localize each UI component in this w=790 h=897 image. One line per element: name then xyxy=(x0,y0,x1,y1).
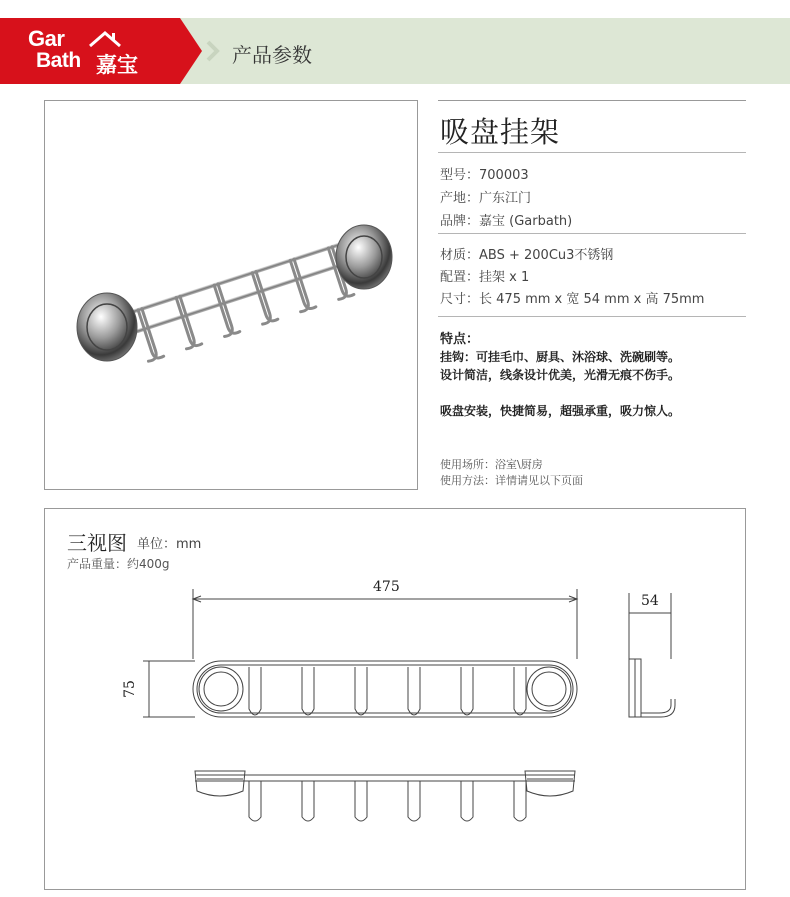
spec-value: 长 475 mm x 宽 54 mm x 高 75mm xyxy=(479,292,705,307)
spec-label: 配置： xyxy=(440,270,480,285)
spec-material xyxy=(440,244,613,263)
feature-item: 设计简洁，线条设计优美，光滑无痕不伤手。 xyxy=(440,368,681,382)
product-name: 吸盘挂架 xyxy=(440,115,561,149)
divider xyxy=(438,233,746,234)
product-image-frame xyxy=(44,100,418,490)
dimension-height: 75 xyxy=(121,680,138,698)
page-header xyxy=(0,18,790,84)
spec-label: 材质： xyxy=(440,248,480,263)
spec-config xyxy=(440,266,529,285)
chevron-right-icon xyxy=(206,40,220,62)
usage-place: 使用场所：浴室\厨房 xyxy=(440,458,543,471)
spec-value: 嘉宝 (Garbath) xyxy=(479,214,573,229)
spec-label: 品牌： xyxy=(440,214,480,229)
logo-text-cn: 嘉宝 xyxy=(96,53,138,77)
brand-logo xyxy=(0,18,180,84)
drawing-title: 三视图 xyxy=(67,531,127,555)
logo-text-bath: Bath xyxy=(36,49,81,72)
spec-label: 产地： xyxy=(440,191,480,206)
section-title: 产品参数 xyxy=(232,43,312,67)
spec-model xyxy=(440,164,529,183)
spec-value: ABS + 200Cu3不锈钢 xyxy=(479,248,614,263)
spec-size xyxy=(440,288,704,307)
spec-label: 尺寸： xyxy=(440,292,480,307)
divider xyxy=(438,100,746,101)
logo-text-gar: Gar xyxy=(28,26,65,51)
spec-origin xyxy=(440,187,531,206)
dimension-depth: 54 xyxy=(641,593,659,609)
house-roof-icon xyxy=(88,30,122,48)
spec-value: 广东江门 xyxy=(479,191,532,206)
spec-value: 挂架 x 1 xyxy=(479,270,530,285)
feature-item: 吸盘安装，快捷简易，超强承重，吸力惊人。 xyxy=(440,404,681,418)
product-weight: 产品重量：约400g xyxy=(67,557,170,571)
feature-item: 挂钩：可挂毛巾、厨具、沐浴球、洗碗刷等。 xyxy=(440,350,681,364)
product-photo xyxy=(45,101,417,489)
features-title: 特点： xyxy=(440,332,480,347)
spec-label: 型号： xyxy=(440,168,480,183)
spec-value: 700003 xyxy=(479,168,529,183)
divider xyxy=(438,152,746,153)
usage-method: 使用方法：详情请见以下页面 xyxy=(440,474,583,487)
divider xyxy=(438,316,746,317)
technical-drawing xyxy=(45,509,745,889)
spec-brand xyxy=(440,210,572,229)
logo-arrow xyxy=(180,18,202,84)
three-view-drawing xyxy=(44,508,746,890)
dimension-length: 475 xyxy=(373,579,400,595)
drawing-unit: 单位：mm xyxy=(137,537,202,552)
